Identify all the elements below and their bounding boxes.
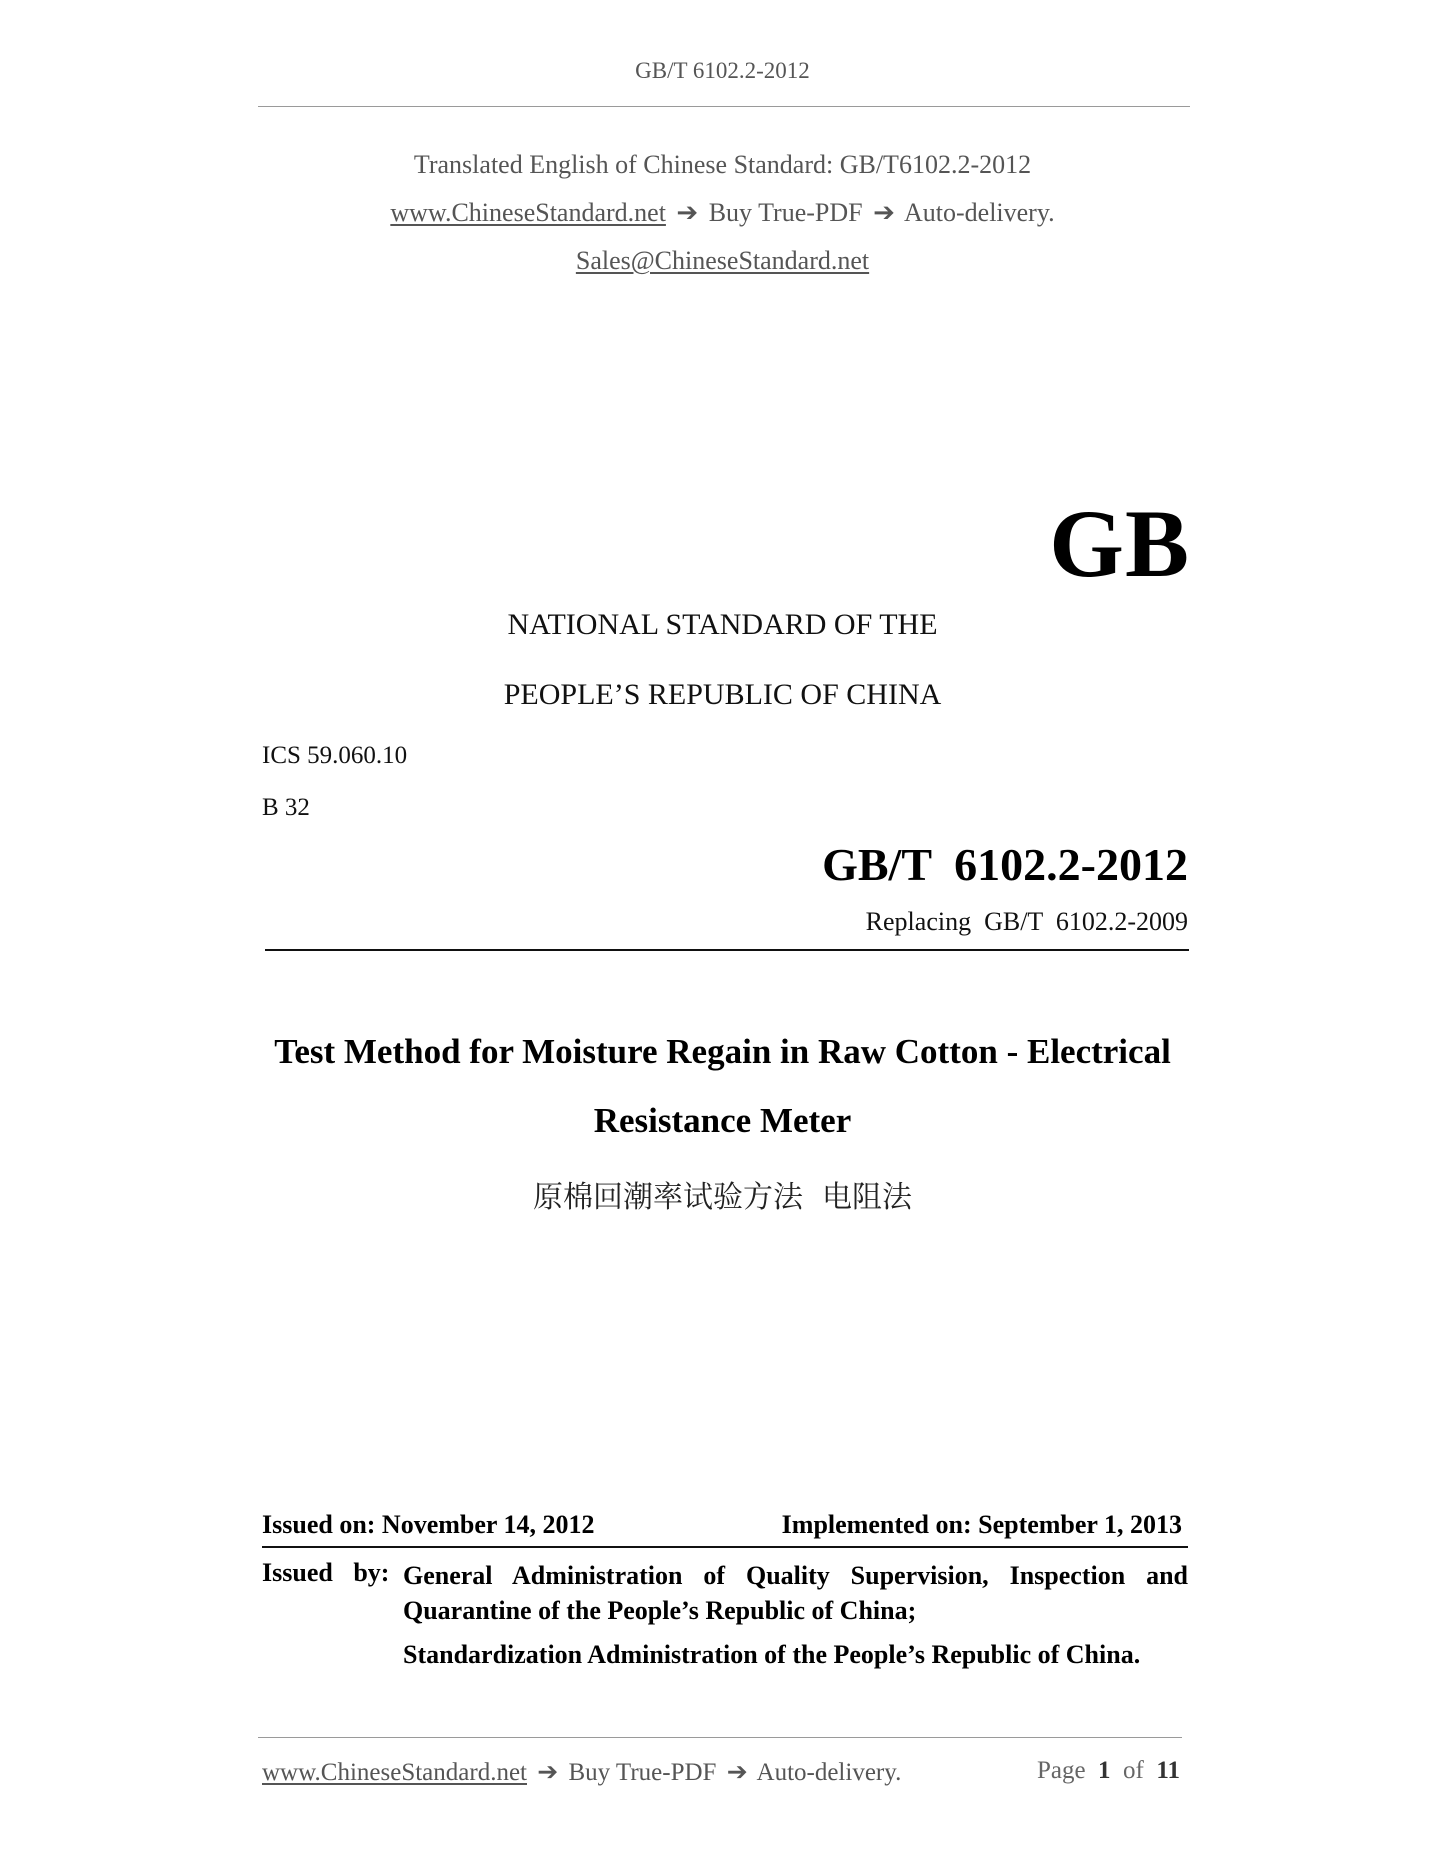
- purchase-links-line: [0, 198, 1445, 228]
- buy-true-pdf-text: Buy True-PDF: [708, 198, 863, 227]
- ics-code: ICS 59.060.10: [262, 742, 408, 769]
- page-current: 1: [1098, 1757, 1111, 1784]
- footer-auto-delivery-text: Auto-delivery.: [756, 1759, 902, 1786]
- email-line: [0, 246, 1445, 276]
- page-total: 11: [1156, 1757, 1180, 1784]
- arrow-right-icon: ➔: [873, 198, 895, 227]
- ccs-code: B 32: [262, 794, 310, 821]
- issue-divider: [262, 1546, 1188, 1548]
- page-of-label: of: [1123, 1757, 1144, 1784]
- footer-purchase-links: [262, 1757, 901, 1787]
- footer-divider: [258, 1737, 1182, 1738]
- sales-email-link[interactable]: Sales@ChineseStandard.net: [575, 246, 870, 275]
- arrow-right-icon: ➔: [537, 1759, 559, 1786]
- issuing-authority-2: Standardization Administration of the People’s Republic of China.: [403, 1640, 1141, 1669]
- replacing-standard: Replacing GB/T 6102.2-2009: [865, 907, 1188, 936]
- issued-on-date: Issued on: November 14, 2012: [262, 1510, 595, 1539]
- header-divider: [258, 106, 1190, 107]
- issued-by-label: Issued by:: [262, 1558, 390, 1587]
- arrow-right-icon: ➔: [726, 1759, 748, 1786]
- page-indicator: [900, 1757, 1180, 1785]
- national-standard-line-1: NATIONAL STANDARD OF THE: [507, 608, 938, 641]
- translated-notice: Translated English of Chinese Standard: GB/T6102.2-2012: [413, 150, 1032, 179]
- page-label: Page: [1036, 1757, 1086, 1784]
- auto-delivery-text: Auto-delivery.: [904, 198, 1055, 227]
- gb-mark: GB: [1049, 490, 1190, 597]
- title-english-line-1: Test Method for Moisture Regain in Raw Cotton - Electrical: [274, 1032, 1171, 1071]
- standard-number: GB/T 6102.2-2012: [822, 839, 1188, 890]
- footer-buy-true-pdf-text: Buy True-PDF: [568, 1759, 717, 1786]
- issuing-authority-1: General Administration of Quality Supervision, Inspection and Quarantine of the People’s Republic of China;: [403, 1561, 1188, 1625]
- site-link[interactable]: www.ChineseStandard.net: [390, 198, 666, 227]
- implemented-on-date: Implemented on: September 1, 2013: [781, 1510, 1182, 1539]
- title-divider: [265, 949, 1189, 951]
- title-english-line-2: Resistance Meter: [593, 1101, 852, 1140]
- arrow-right-icon: ➔: [676, 198, 699, 227]
- footer-site-link[interactable]: www.ChineseStandard.net: [262, 1759, 527, 1786]
- running-header-doc-code: GB/T 6102.2-2012: [635, 58, 810, 83]
- title-chinese: 原棉回潮率试验方法 电阻法: [532, 1180, 913, 1215]
- national-standard-line-2: PEOPLE’S REPUBLIC OF CHINA: [503, 678, 942, 711]
